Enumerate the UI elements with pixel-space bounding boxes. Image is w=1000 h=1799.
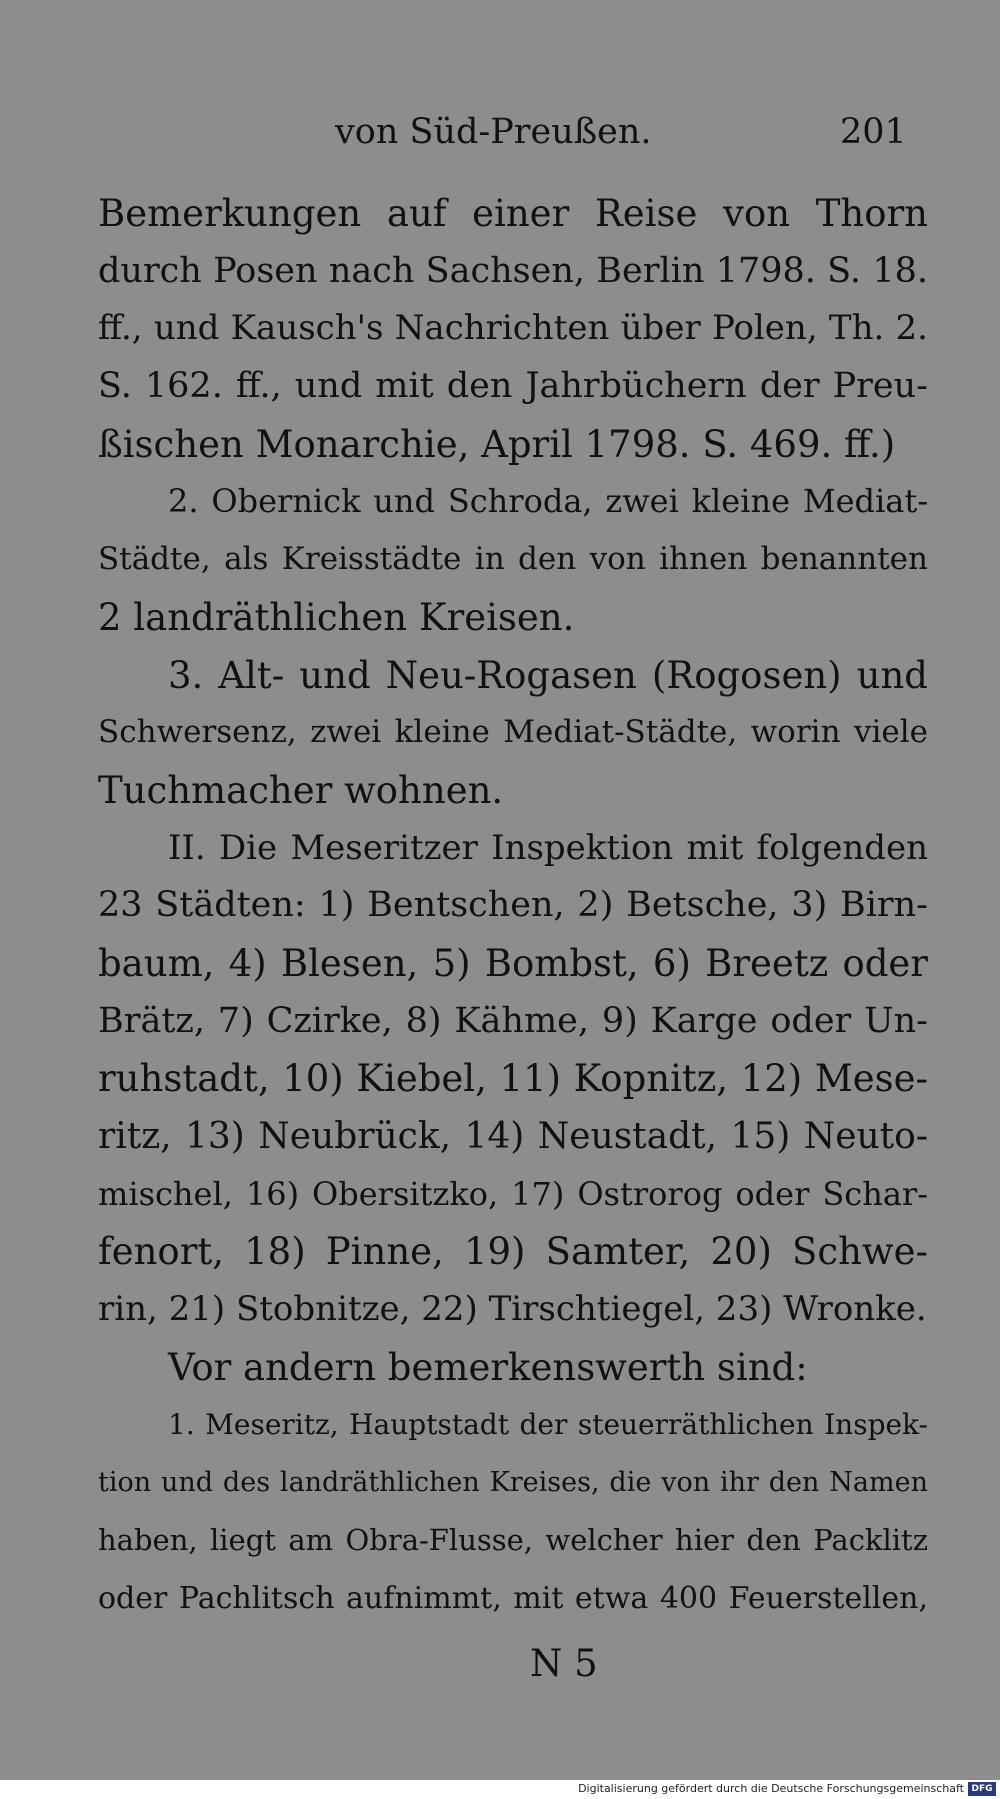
text-line: tion und des landräthlichen Kreises, die von ihr den Namen	[98, 1467, 928, 1499]
text-line: Brätz, 7) Czirke, 8) Kähme, 9) Karge oder Un-	[98, 1000, 928, 1041]
text-line: Vor andern bemerkenswerth sind:	[168, 1345, 808, 1389]
page-number: 201	[840, 112, 907, 152]
text-line: ruhstadt, 10) Kiebel, 11) Kopnitz, 12) Mese-	[98, 1057, 928, 1101]
text-line: S. 162. ff., und mit den Jahrbüchern der Preu-	[98, 366, 928, 407]
text-line: haben, liegt am Obra-Flusse, welcher hier den Packlitz	[98, 1522, 928, 1557]
signature-mark: N 5	[530, 1642, 598, 1685]
text-line: 3. Alt- und Neu-Rogasen (Rogosen) und	[168, 653, 928, 697]
text-line: baum, 4) Blesen, 5) Bombst, 6) Breetz oder	[98, 941, 928, 985]
text-line: 23 Städten: 1) Bentschen, 2) Betsche, 3) Birn-	[98, 885, 928, 926]
text-line: ritz, 13) Neubrück, 14) Neustadt, 15) Neuto-	[98, 1116, 928, 1157]
text-line: ßischen Monarchie, April 1798. S. 469. ff.)	[98, 422, 896, 466]
text-line: II. Die Meseritzer Inspektion mit folgenden	[168, 827, 928, 868]
footer-bar	[0, 1780, 1000, 1799]
text-line: ff., und Kausch's Nachrichten über Polen, Th. 2.	[98, 308, 928, 349]
text-line: oder Pachlitsch aufnimmt, mit etwa 400 Feuerstellen,	[98, 1580, 928, 1616]
text-line: fenort, 18) Pinne, 19) Samter, 20) Schwe-	[98, 1230, 928, 1274]
text-line: Tuchmacher wohnen.	[98, 768, 504, 812]
text-line: Städte, als Kreisstädte in den von ihnen benannten	[98, 541, 928, 578]
page-header	[0, 112, 1000, 162]
text-line: durch Posen nach Sachsen, Berlin 1798. S. 18.	[98, 250, 928, 291]
funding-credit: Digitalisierung gefördert durch die Deutsche Forschungsgemeinschaft	[578, 1782, 964, 1795]
body-text	[98, 185, 928, 1627]
text-line: 2 landräthlichen Kreisen.	[98, 595, 575, 639]
dfg-logo: DFG	[968, 1782, 996, 1796]
text-line: rin, 21) Stobnitze, 22) Tirschtiegel, 23) Wronke.	[98, 1289, 927, 1330]
text-line: Bemerkungen auf einer Reise von Thorn	[98, 192, 928, 235]
text-line: Schwersenz, zwei kleine Mediat-Städte, worin viele	[98, 714, 928, 751]
text-line: mischel, 16) Obersitzko, 17) Ostrorog oder Schar-	[98, 1174, 928, 1213]
text-line: 2. Obernick und Schroda, zwei kleine Mediat-	[168, 482, 928, 521]
text-line: 1. Meseritz, Hauptstadt der steuerräthlichen Inspek-	[168, 1408, 928, 1442]
running-title: von Süd-Preußen.	[335, 112, 652, 152]
